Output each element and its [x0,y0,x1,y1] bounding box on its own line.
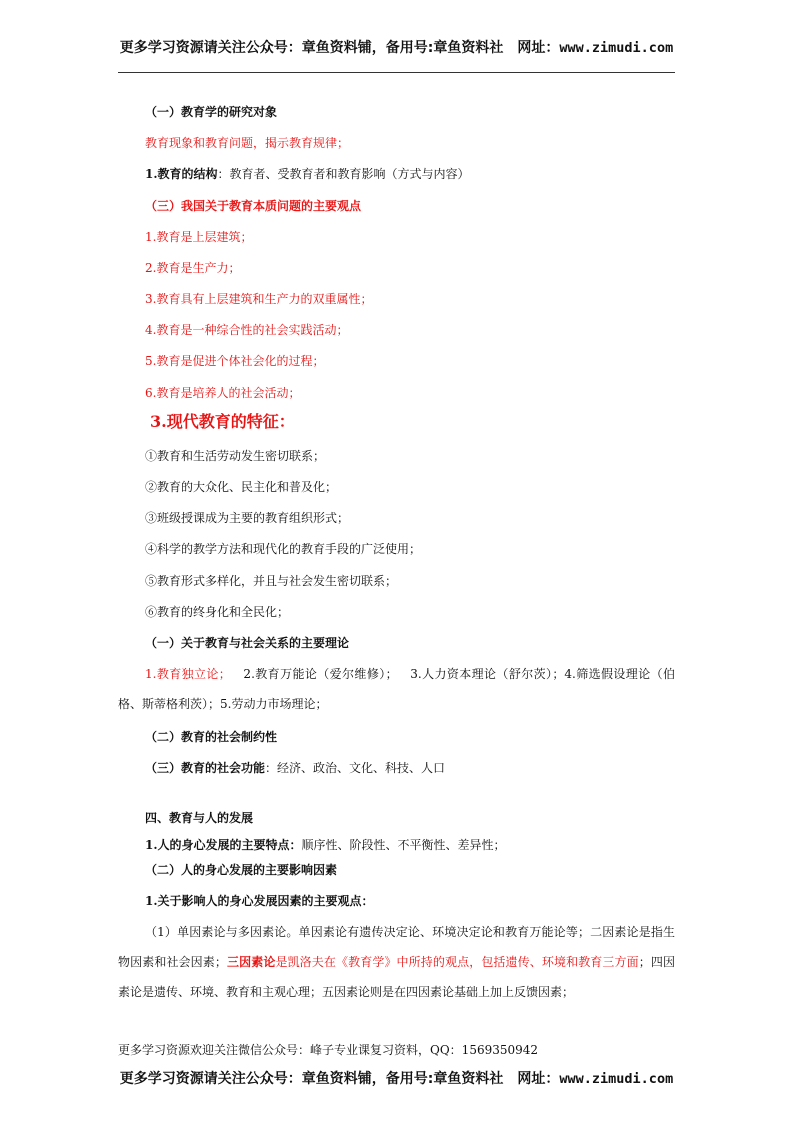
list-item: 6.教育是培养人的社会活动； [145,386,301,400]
section-heading: （三）我国关于教育本质问题的主要观点 [145,199,362,213]
section-heading: （一）关于教育与社会关系的主要理论 [145,636,350,650]
red-text: 是凯洛夫在《教育学》中所持的观点，包括遗传、环境和教育三方面 [275,955,639,969]
footer-note: 更多学习资源欢迎关注微信公众号：峰子专业课复习资料，QQ：1569350942 [118,1043,539,1057]
list-item: ①教育和生活劳动发生密切联系； [145,449,326,463]
section-heading: 四、教育与人的发展 [145,811,254,825]
section-heading: （一）教育学的研究对象 [145,105,278,119]
list-item: 5.教育是促进个体社会化的过程； [145,354,325,368]
list-item: ⑥教育的终身化和全民化； [145,605,290,619]
section-heading: （二）人的身心发展的主要影响因素 [145,863,338,877]
list-item: ③班级授课成为主要的教育组织形式； [145,511,350,525]
paragraph-text: （1）单因素论与多因素论。单因素论有遗传决定论、环境决定论和教育万能论等；二因素论是指生物因素和社会因素； [118,925,675,969]
bold-term: （三）教育的社会功能 [145,761,266,775]
text-line [145,837,506,853]
paragraph [118,659,675,719]
list-item: 4.教育是一种综合性的社会实践活动； [145,323,349,337]
section-heading: 1.关于影响人的身心发展因素的主要观点： [145,894,374,908]
list-item: ②教育的大众化、民主化和普及化； [145,480,338,494]
header-text: 更多学习资源请关注公众号：章鱼资料铺，备用号:章鱼资料社 网址： [119,40,560,56]
page-header [0,37,793,57]
text-line [145,760,445,776]
footer-text: 更多学习资源请关注公众号：章鱼资料铺，备用号:章鱼资料社 网址： [119,1071,560,1087]
list-item: 2.教育是生产力； [145,261,241,275]
page-footer [0,1068,793,1088]
bold-term: 1.教育的结构 [145,167,218,181]
list-item: 1.教育是上层建筑； [145,230,253,244]
red-bold-term: 三因素论 [226,955,276,969]
text-line: 教育现象和教育问题，揭示教育规律； [145,136,350,150]
text-line [145,166,470,182]
major-heading: 3.现代教育的特征： [150,412,295,431]
red-term: 1.教育独立论； [145,667,231,681]
section-heading: （二）教育的社会制约性 [145,730,278,744]
list-item: ④科学的教学方法和现代化的教育手段的广泛使用； [145,542,422,556]
term-desc: ：教育者、受教育者和教育影响（方式与内容） [217,167,470,181]
header-rule [118,72,675,73]
footer-url: www.zimudi.com [559,1071,674,1087]
bold-term: 1.人的身心发展的主要特点： [145,838,302,852]
term-desc: ：经济、政治、文化、科技、人口 [265,761,446,775]
header-url: www.zimudi.com [559,40,674,56]
paragraph [118,917,675,1007]
paragraph-text: ；四因素论是遗传、环境、教育和主观心理；五因素论则是在四因素论基础上加上反馈因素； [118,955,675,999]
list-item: 3.教育具有上层建筑和生产力的双重属性； [145,292,373,306]
paragraph-text: 2.教育万能论（爱尔维修）； 3.人力资本理论（舒尔茨）；4.筛选假设理论（伯格、斯蒂格利茨）；5.劳动力市场理论； [118,667,675,711]
list-item: ⑤教育形式多样化，并且与社会发生密切联系； [145,574,398,588]
term-desc: 顺序性、阶段性、不平衡性、差异性； [301,838,506,852]
